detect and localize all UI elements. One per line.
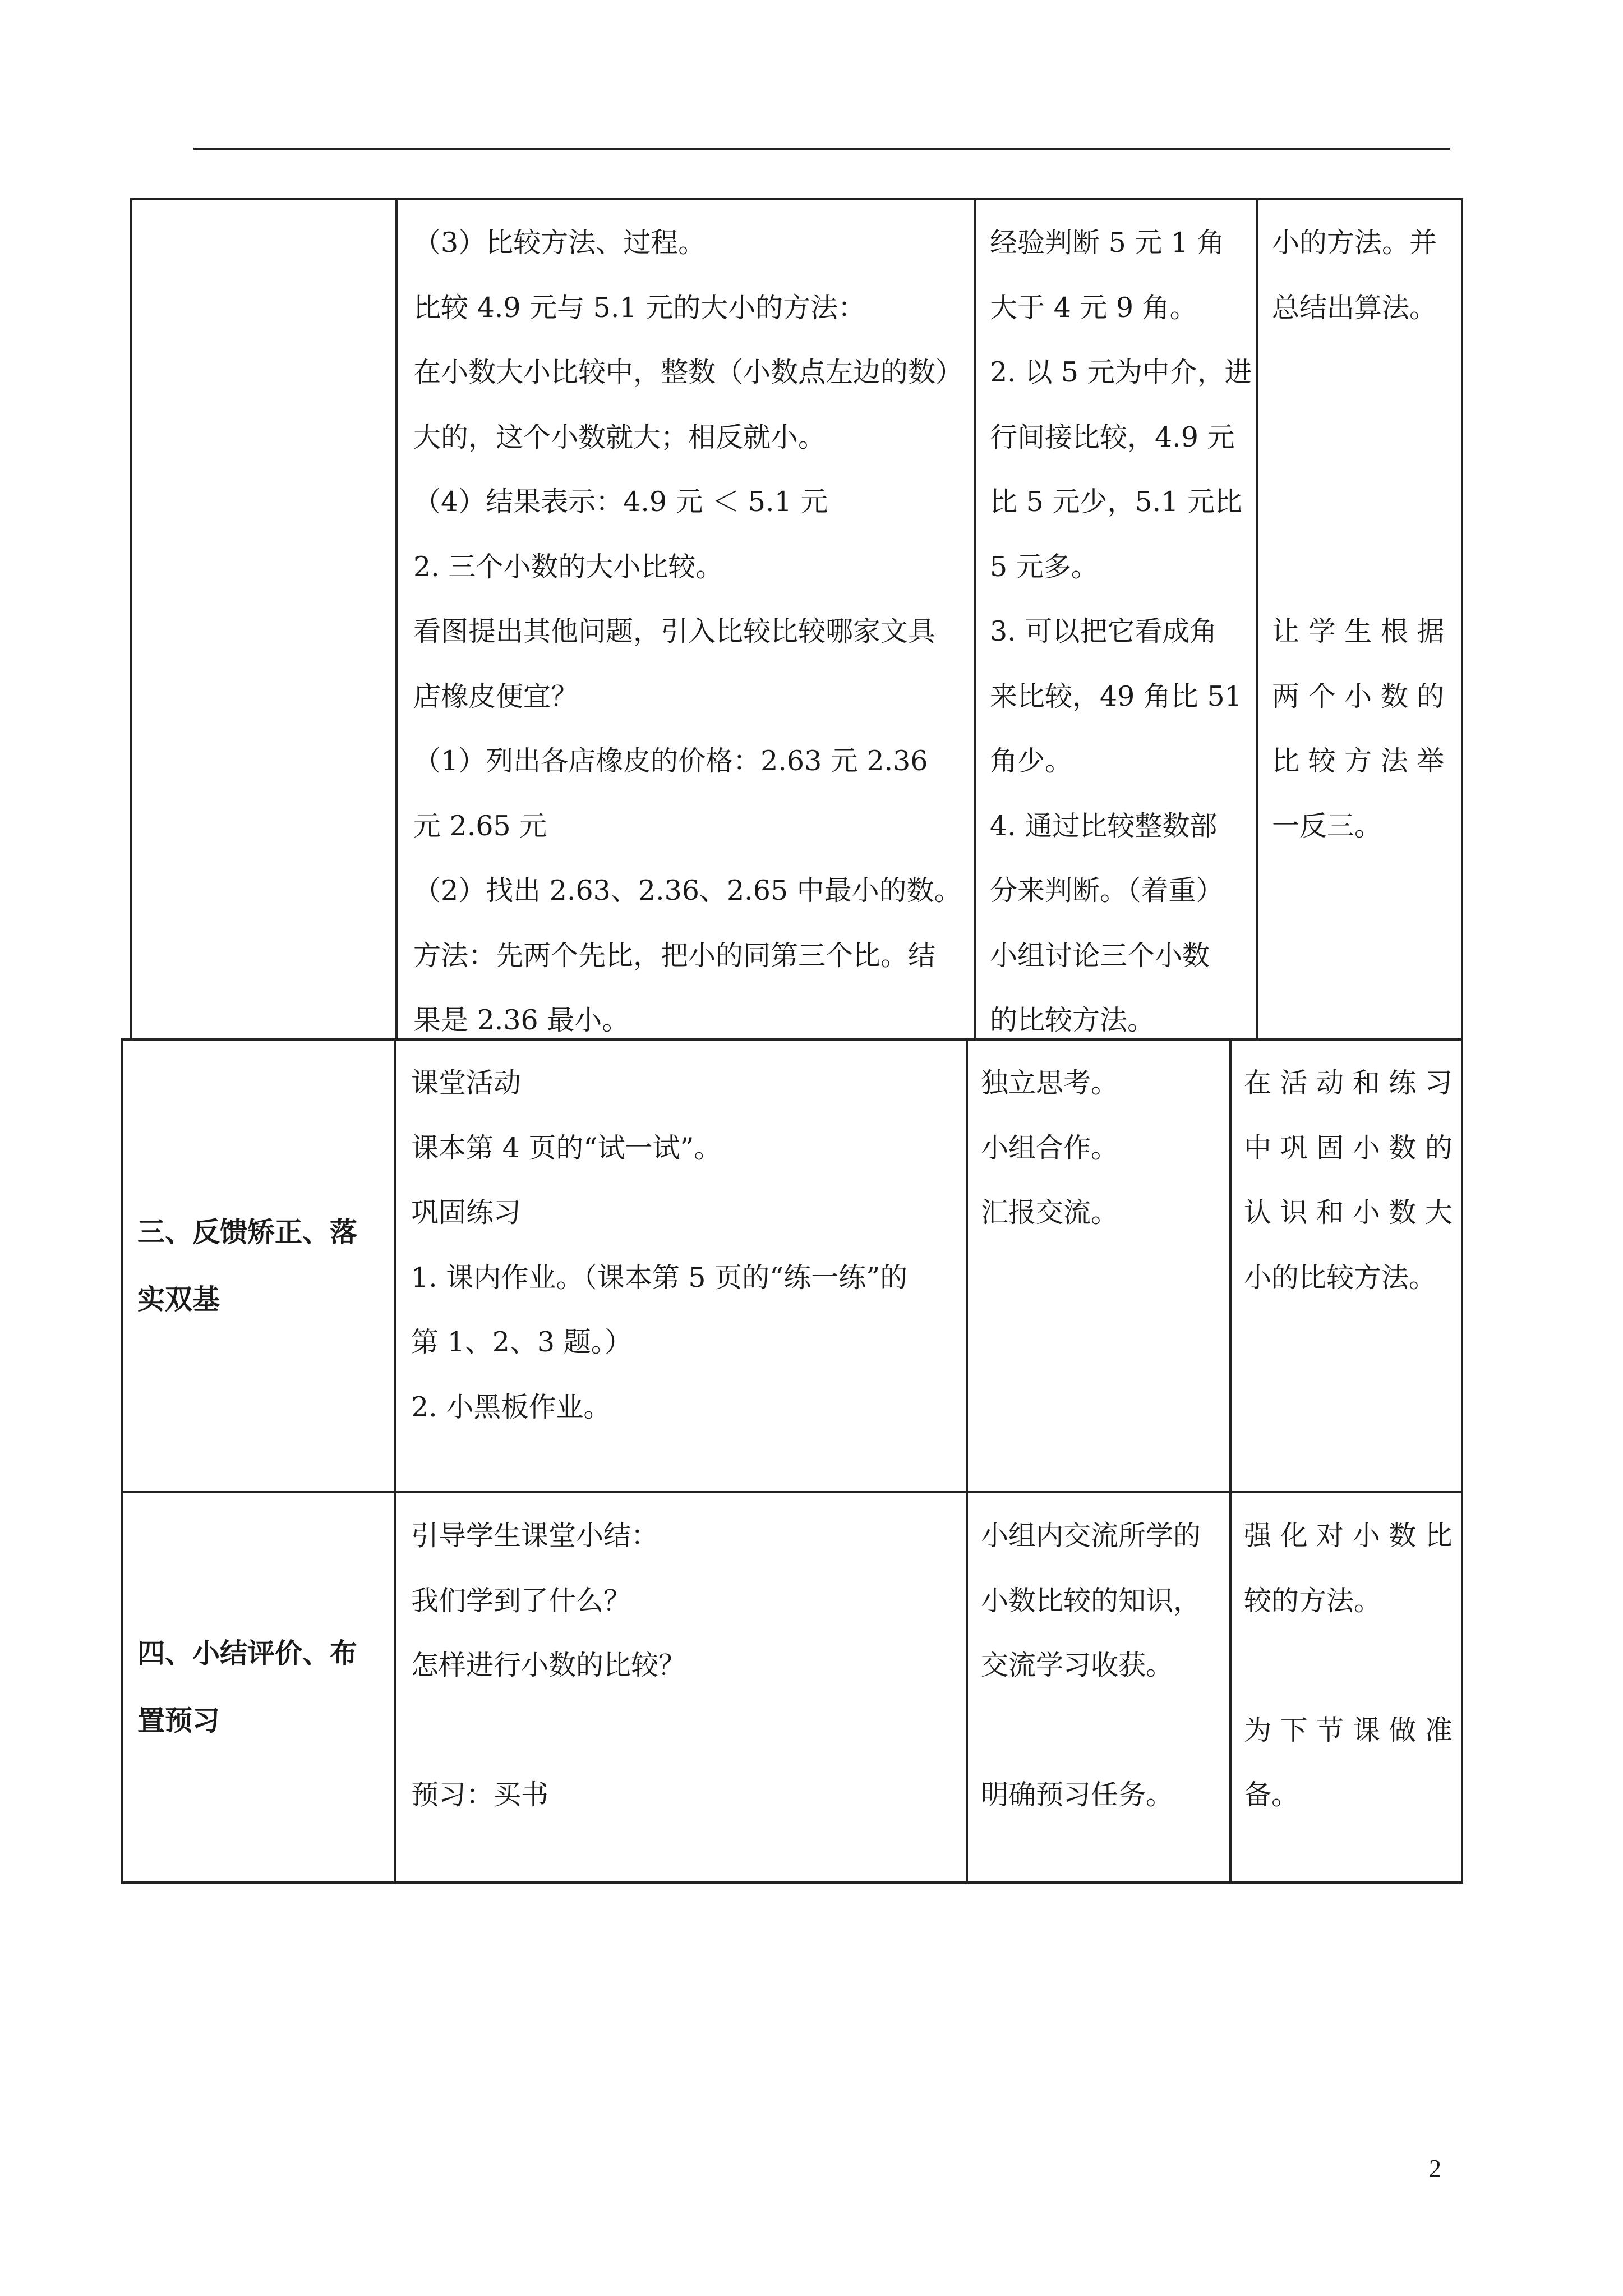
content-line: 课堂活动: [411, 1067, 522, 1099]
row4-stage-cell: [123, 1492, 394, 1881]
content-line: 2. 小黑板作业。: [411, 1391, 611, 1423]
content-line: （4）结果表示：4.9 元 ＜ 5.1 元: [413, 486, 828, 518]
col-divider-2-lower: [966, 1038, 968, 1883]
stage-label-line: 置预习: [137, 1704, 220, 1737]
content-line: （1）列出各店橡皮的价格：2.63 元 2.36: [413, 745, 928, 777]
content-line: 巩固练习: [411, 1197, 522, 1228]
student-line: 小组合作。: [981, 1131, 1119, 1164]
row4-intent-cell: [1244, 1492, 1460, 1828]
intent-line: 一反三。: [1272, 809, 1382, 842]
continued-stage-cell: [132, 199, 395, 1038]
page-number: 2: [1429, 2155, 1441, 2182]
row3-content-cell: [411, 1039, 966, 1439]
row4-student-cell: [981, 1492, 1228, 1828]
student-line: 大于 4 元 9 角。: [990, 291, 1197, 324]
stage-label-line: 四、小结评价、布: [137, 1637, 358, 1669]
col-divider-1-upper: [395, 198, 398, 1039]
student-line: 的比较方法。: [990, 1004, 1155, 1036]
intent-line: 备。: [1244, 1779, 1299, 1811]
intent-line: 总结出算法。: [1272, 291, 1437, 324]
content-line: 比较 4.9 元与 5.1 元的大小的方法：: [413, 291, 866, 324]
content-line: 店橡皮便宜？: [413, 680, 579, 712]
content-line: 在小数大小比较中，整数（小数点左边的数）: [413, 356, 963, 388]
content-line: 大的，这个小数就大；相反就小。: [413, 421, 826, 453]
content-line: 课本第 4 页的“试一试”。: [411, 1131, 722, 1164]
continued-student-cell: [990, 199, 1253, 1053]
stage-label-line: 实双基: [137, 1282, 220, 1315]
col-divider-2-upper: [974, 198, 976, 1039]
row3-intent-cell: [1244, 1039, 1460, 1310]
content-line: 1. 课内作业。（课本第 5 页的“练一练”的: [411, 1261, 908, 1294]
student-line: 汇报交流。: [981, 1197, 1119, 1228]
table-right-border-lower: [1461, 1038, 1463, 1883]
content-line: （3）比较方法、过程。: [413, 227, 706, 259]
content-line: 预习：买书: [411, 1779, 549, 1811]
student-line: 小数比较的知识，: [981, 1584, 1201, 1617]
intent-line: 中 巩 固 小 数 的: [1244, 1131, 1453, 1164]
col-divider-3-lower: [1229, 1038, 1232, 1883]
student-line: 角少。: [990, 745, 1073, 777]
intent-line: 比 较 方 法 举: [1272, 745, 1445, 777]
row3-stage-cell: [123, 1039, 394, 1491]
col-divider-1-lower: [394, 1038, 396, 1883]
student-line: 明确预习任务。: [981, 1779, 1174, 1811]
student-line: 分来判断。（着重）: [990, 875, 1224, 907]
student-line: 经验判断 5 元 1 角: [990, 227, 1225, 259]
intent-line: 小的比较方法。: [1244, 1261, 1437, 1294]
content-line: 引导学生课堂小结：: [411, 1520, 659, 1552]
stage-label-line: 三、反馈矫正、落: [137, 1215, 358, 1248]
intent-line: 强 化 对 小 数 比: [1244, 1520, 1453, 1552]
content-line: 元 2.65 元: [413, 809, 547, 842]
row3-student-cell: [981, 1039, 1228, 1245]
student-line: 3. 可以把它看成角: [990, 615, 1218, 647]
student-line: 独立思考。: [981, 1067, 1119, 1099]
content-line: 我们学到了什么？: [411, 1584, 631, 1617]
intent-line: 两 个 小 数 的: [1272, 680, 1445, 712]
continued-intent-cell: [1272, 199, 1460, 858]
intent-line: 小的方法。并: [1272, 227, 1437, 259]
continued-content-cell: [413, 199, 974, 1053]
content-line: 方法：先两个先比，把小的同第三个比。结: [413, 939, 936, 972]
student-line: 小组讨论三个小数: [990, 939, 1210, 972]
table-right-border-upper: [1461, 198, 1463, 1039]
intent-line: 为 下 节 课 做 准: [1244, 1714, 1453, 1746]
col-divider-3-upper: [1256, 198, 1258, 1039]
student-line: 2. 以 5 元为中介，进: [990, 356, 1252, 388]
student-line: 交流学习收获。: [981, 1649, 1174, 1681]
student-line: 小组内交流所学的: [981, 1520, 1201, 1552]
content-line: 怎样进行小数的比较？: [411, 1649, 686, 1681]
intent-line: 较的方法。: [1244, 1584, 1382, 1617]
student-line: 行间接比较，4.9 元: [990, 421, 1235, 453]
intent-line: 认 识 和 小 数 大: [1244, 1197, 1453, 1228]
student-line: 4. 通过比较整数部: [990, 809, 1218, 842]
student-line: 来比较，49 角比 51: [990, 680, 1242, 712]
intent-line: 在 活 动 和 练 习: [1244, 1067, 1453, 1099]
content-line: （2）找出 2.63、2.36、2.65 中最小的数。: [413, 875, 962, 907]
student-line: 比 5 元少，5.1 元比: [990, 486, 1242, 518]
intent-line: 让 学 生 根 据: [1272, 615, 1445, 647]
table-bottom-border: [121, 1881, 1463, 1884]
content-line: 果是 2.36 最小。: [413, 1004, 630, 1036]
row4-content-cell: [411, 1492, 966, 1828]
content-line: 第 1、2、3 题。）: [411, 1326, 633, 1358]
content-line: 看图提出其他问题，引入比较比较哪家文具: [413, 615, 936, 647]
content-line: 2. 三个小数的大小比较。: [413, 550, 723, 583]
student-line: 5 元多。: [990, 550, 1099, 583]
header-rule: [193, 148, 1450, 150]
